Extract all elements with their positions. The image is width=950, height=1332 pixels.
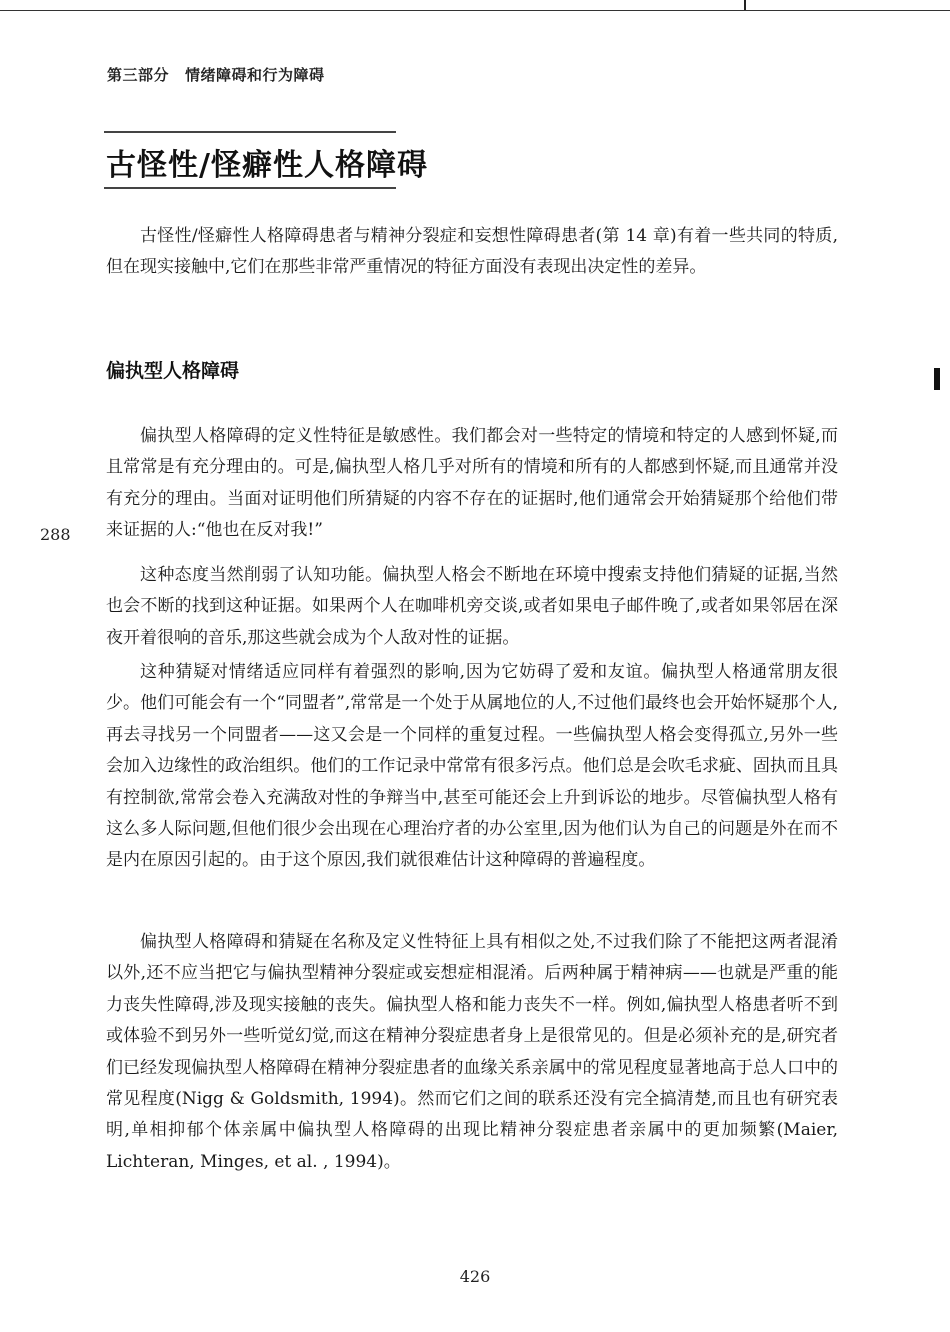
header-section: 情绪障碍和行为障碍 bbox=[185, 66, 325, 84]
section-heading: 偏执型人格障碍 bbox=[106, 360, 240, 382]
chapter-title: 古怪性/怪癖性人格障碍 bbox=[106, 148, 428, 183]
title-rule-top bbox=[104, 131, 396, 133]
intro-paragraph: 古怪性/怪癖性人格障碍患者与精神分裂症和妄想性障碍患者(第 14 章)有着一些共同的特质,但在现实接触中,它们在那些非常严重情况的特征方面没有表现出决定性的差异。 bbox=[106, 226, 838, 278]
header-part: 第三部分 bbox=[107, 66, 170, 84]
running-header bbox=[107, 64, 325, 85]
body-paragraph-1: 偏执型人格障碍的定义性特征是敏感性。我们都会对一些特定的情境和特定的人感到怀疑,而且常常是有充分理由的。可是,偏执型人格几乎对所有的情境和所有的人都感到怀疑,而且通常并没有充分的理由。当面对证明他们所猜疑的内容不存在的证据时,他们通常会开始猜疑那个给他们带来证据的人:“他也在反对我!” bbox=[106, 426, 838, 541]
body-paragraph-4: 偏执型人格障碍和猜疑在名称及定义性特征上具有相似之处,不过我们除了不能把这两者混淆以外,还不应当把它与偏执型精神分裂症或妄想症相混淆。后两种属于精神病——也就是严重的能力丧失性障碍,涉及现实接触的丧失。偏执型人格和能力丧失不一样。例如,偏执型人格患者听不到或体验不到另外一些听觉幻觉,而这在精神分裂症患者身上是很常见的。但是必须补充的是,研究者们已经发现偏执型人格障碍在精神分裂症患者的血缘关系亲属中的常见程度显著地高于总人口中的常见程度(Nigg & Goldsmith, 1994)。然而它们之间的联系还没有完全搞清楚,而且也有研究表明,单相抑郁个体亲属中偏执型人格障碍的出现比精神分裂症患者亲属中的更加频繁(Maier, Lichteran, Minges, et al. , 1994)。 bbox=[106, 932, 838, 1172]
edge-scan-mark bbox=[934, 368, 940, 390]
margin-page-number: 288 bbox=[40, 525, 71, 544]
body-paragraph-3: 这种猜疑对情绪适应同样有着强烈的影响,因为它妨碍了爱和友谊。偏执型人格通常朋友很少。他们可能会有一个“同盟者”,常常是一个处于从属地位的人,不过他们最终也会开始怀疑那个人,再去寻找另一个同盟者——这又会是一个同样的重复过程。一些偏执型人格会变得孤立,另外一些会加入边缘性的政治组织。他们的工作记录中常常有很多污点。他们总是会吹毛求疵、固执而且具有控制欲,常常会卷入充满敌对性的争辩当中,甚至可能还会上升到诉讼的地步。尽管偏执型人格有这么多人际问题,但他们很少会出现在心理治疗者的办公室里,因为他们认为自己的问题是外在而不是内在原因引起的。由于这个原因,我们就很难估计这种障碍的普遍程度。 bbox=[106, 662, 838, 871]
top-tick-mark bbox=[744, 0, 746, 10]
top-rule bbox=[0, 10, 950, 11]
title-rule-bottom bbox=[104, 187, 396, 189]
page-number: 426 bbox=[459, 1267, 491, 1286]
body-paragraph-2: 这种态度当然削弱了认知功能。偏执型人格会不断地在环境中搜索支持他们猜疑的证据,当然也会不断的找到这种证据。如果两个人在咖啡机旁交谈,或者如果电子邮件晚了,或者如果邻居在深夜开着很响的音乐,那这些就会成为个人敌对性的证据。 bbox=[106, 565, 838, 648]
